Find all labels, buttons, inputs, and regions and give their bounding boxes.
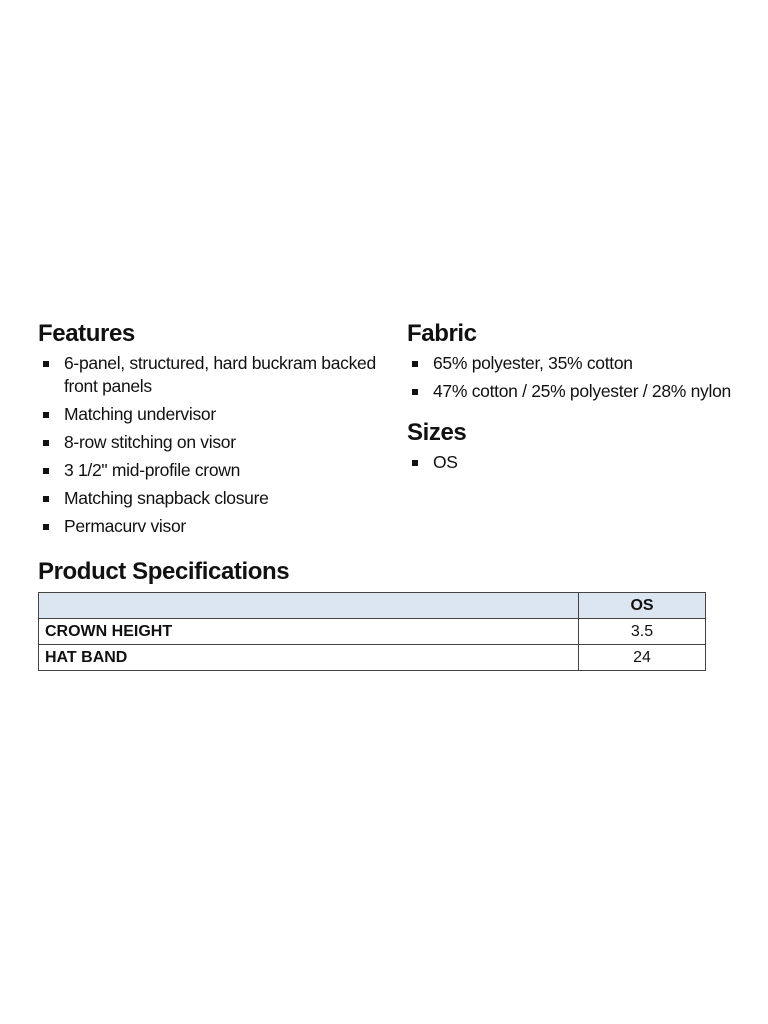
list-item [38,487,378,510]
table-row [39,619,706,645]
list-item-text: Matching undervisor [64,404,216,424]
list-item [407,352,737,375]
list-item-text: 3 1/2" mid-profile crown [64,460,241,480]
list-item [38,515,378,538]
list-item [38,352,378,398]
bullet-icon [412,361,418,367]
row-label: HAT BAND [39,645,579,671]
list-item-text: 6-panel, structured, hard buckram backed front panels [64,353,376,396]
fabric-sizes-section [407,318,737,479]
specs-table [38,592,706,671]
list-item-text: 8-row stitching on visor [64,432,236,452]
list-item-text: 65% polyester, 35% cotton [433,353,633,373]
sizes-heading: Sizes [407,419,467,446]
bullet-icon [43,468,49,474]
row-label: CROWN HEIGHT [39,619,579,645]
header-cell-empty [39,593,579,619]
header-cell-size: OS [579,593,706,619]
list-item [38,403,378,426]
features-list [38,352,378,538]
bullet-icon [43,440,49,446]
table-header-row [39,593,706,619]
sizes-list [407,451,737,474]
list-item-text: Permacurv visor [64,516,186,536]
bullet-icon [412,460,418,466]
row-value: 3.5 [579,619,706,645]
table-row [39,645,706,671]
bullet-icon [43,524,49,530]
bullet-icon [412,389,418,395]
fabric-list [407,352,737,403]
row-value: 24 [579,645,706,671]
list-item-text: OS [433,452,458,472]
list-item [38,431,378,454]
list-item [407,451,737,474]
features-heading: Features [38,320,135,347]
specs-title: Product Specifications [38,558,290,585]
fabric-heading: Fabric [407,320,477,347]
list-item [38,459,378,482]
features-section [38,318,378,543]
bullet-icon [43,412,49,418]
list-item [407,380,737,403]
bullet-icon [43,496,49,502]
bullet-icon [43,361,49,367]
list-item-text: Matching snapback closure [64,488,269,508]
list-item-text: 47% cotton / 25% polyester / 28% nylon [433,381,731,401]
